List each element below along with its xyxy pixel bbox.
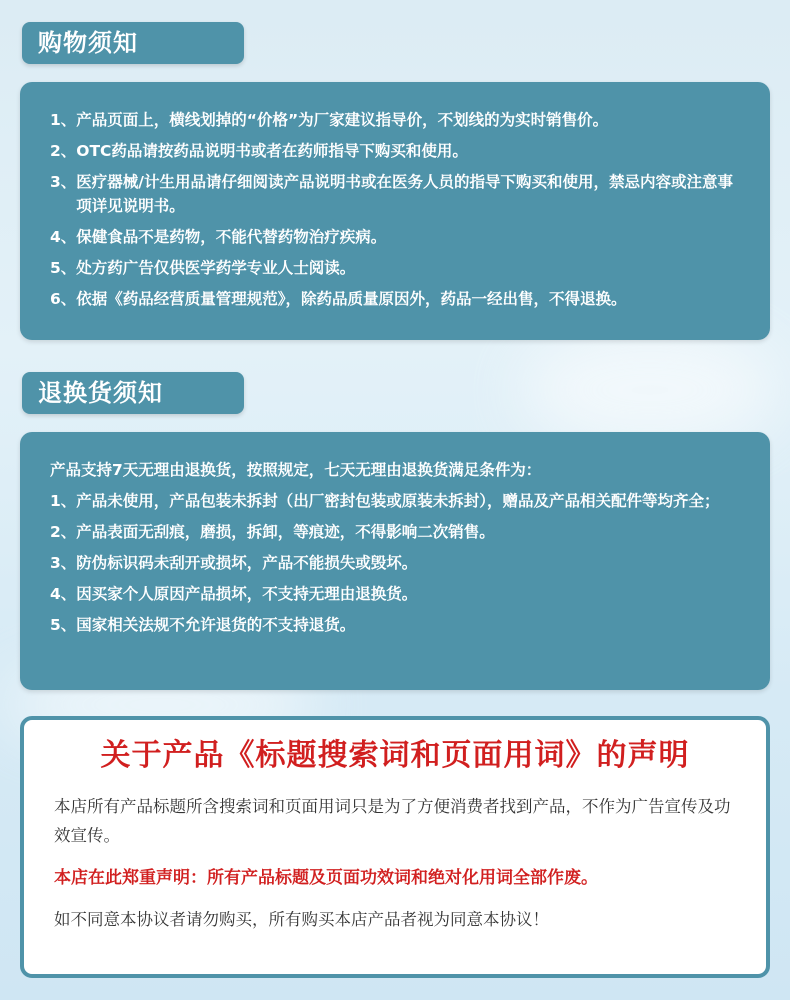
list-item — [50, 108, 740, 132]
list-item-text: 依据《药品经营质量管理规范》，除药品质量原因外，药品一经出售，不得退换。 — [76, 290, 627, 308]
shopping-notice-panel — [20, 82, 770, 340]
list-item-text: 产品页面上，横线划掉的“价格”为厂家建议指导价，不划线的为实时销售价。 — [76, 111, 609, 129]
list-item-number: 2、 — [50, 523, 77, 541]
list-item — [50, 287, 740, 311]
list-item — [50, 256, 740, 280]
declaration-card — [20, 716, 770, 978]
list-item-text: OTC药品请按药品说明书或者在药师指导下购买和使用。 — [76, 142, 468, 160]
list-item-number: 6、 — [50, 290, 77, 308]
declaration-title: 关于产品《标题搜索词和页面用词》的声明 — [100, 738, 690, 773]
list-item-number: 2、 — [50, 142, 77, 160]
declaration-closing: 如不同意本协议者请勿购买，所有购买本店产品者视为同意本协议！ — [54, 910, 549, 929]
list-item — [50, 489, 740, 513]
shopping-notice-title: 购物须知 — [22, 22, 244, 64]
list-item-number: 4、 — [50, 228, 77, 246]
list-item-text: 国家相关法规不允许退货的不支持退货。 — [76, 616, 356, 634]
list-item-number: 4、 — [50, 585, 77, 603]
list-item-text: 医疗器械/计生用品请仔细阅读产品说明书或在医务人员的指导下购买和使用，禁忌内容或注意事项详见说明书。 — [76, 173, 733, 215]
list-item-text: 产品未使用，产品包装未拆封（出厂密封包装或原装未拆封），赠品及产品相关配件等均齐全； — [76, 492, 720, 510]
list-item-text: 处方药广告仅供医学药学专业人士阅读。 — [76, 259, 356, 277]
shopping-notice-list — [50, 108, 740, 311]
list-item — [50, 613, 740, 637]
list-item-number: 3、 — [50, 554, 77, 572]
list-item-number: 5、 — [50, 259, 77, 277]
list-item-text: 保健食品不是药物，不能代替药物治疗疾病。 — [76, 228, 387, 246]
return-notice-title: 退换货须知 — [22, 372, 244, 414]
list-item — [50, 520, 740, 544]
list-item — [50, 139, 740, 163]
list-item-number: 5、 — [50, 616, 77, 634]
list-item-text: 防伪标识码未刮开或损坏，产品不能损失或毁坏。 — [76, 554, 418, 572]
declaration-paragraph: 本店所有产品标题所含搜索词和页面用词只是为了方便消费者找到产品，不作为广告宣传及功效宣传。 — [54, 797, 731, 845]
list-item — [50, 551, 740, 575]
return-notice-list — [50, 489, 740, 637]
list-item-number: 3、 — [50, 173, 77, 191]
list-item — [50, 582, 740, 606]
list-item-number: 1、 — [50, 111, 77, 129]
list-item-text: 产品表面无刮痕，磨损，拆卸，等痕迹，不得影响二次销售。 — [76, 523, 495, 541]
declaration-emphasis: 本店在此郑重声明：所有产品标题及页面功效词和绝对化用词全部作废。 — [54, 868, 598, 888]
list-item-number: 1、 — [50, 492, 77, 510]
list-item — [50, 170, 740, 218]
return-notice-panel — [20, 432, 770, 690]
list-item-text: 因买家个人原因产品损坏，不支持无理由退换货。 — [76, 585, 418, 603]
return-notice-intro: 产品支持7天无理由退换货，按照规定，七天无理由退换货满足条件为： — [50, 461, 542, 479]
list-item — [50, 225, 740, 249]
